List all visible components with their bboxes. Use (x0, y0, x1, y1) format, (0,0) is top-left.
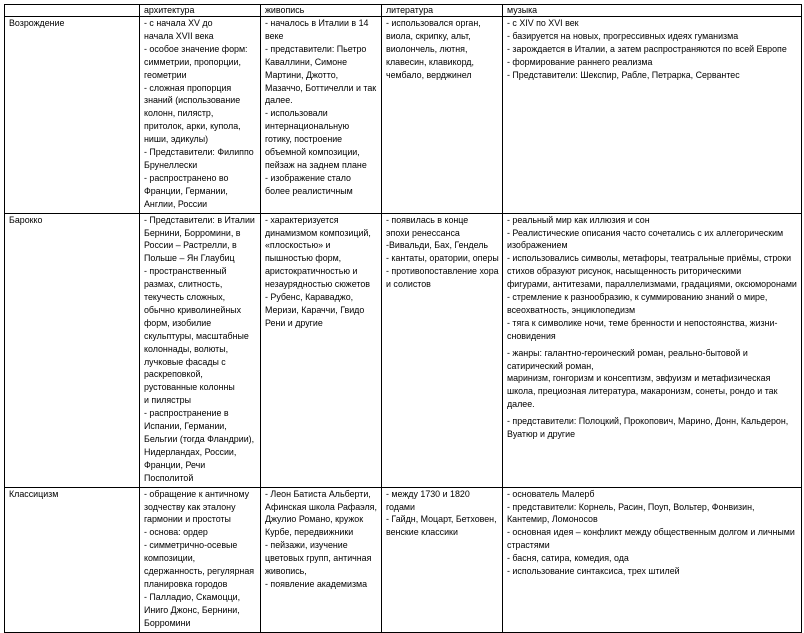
cell-line: - формирование раннего реализма (507, 56, 653, 67)
paragraph (507, 415, 798, 441)
cell-line: - Леон Батиста Альберти, (265, 488, 371, 499)
header-cell-painting: живопись (261, 5, 382, 17)
cell-line: веке (265, 30, 284, 41)
cell-line: стихов образуют рисунок, насыщенность риторическими (507, 266, 742, 277)
cell-line: - с XIV по XVI век (507, 18, 579, 28)
cell-line: далее. (507, 399, 535, 410)
cell-line: годами (386, 501, 415, 512)
cell-line: раскреповкой, (144, 369, 203, 380)
music-cell (503, 487, 802, 632)
cell-line: Афинская школа Рафаэля, (265, 501, 377, 512)
header-cell-music: музыка (503, 5, 802, 17)
cell-line: скульптуры, масштабные (144, 330, 249, 341)
cell-line: всеохватность, энциклопедизм (507, 304, 636, 315)
cell-line: пейзаж на заднем плане (265, 159, 367, 170)
cell-line: сновидения (507, 330, 556, 341)
cell-line: - особое значение форм: (144, 43, 248, 54)
cell-line: Посполитой (144, 472, 194, 483)
cell-line: - представители: Полоцкий, Прокопович, Марино, Донн, Кальдерон, (507, 416, 789, 427)
cell-line: - Палладио, Скамоцци, (144, 591, 241, 602)
cell-line: Бернини, Борромини, в (144, 227, 241, 238)
header-cell-literature: литература (382, 5, 503, 17)
cell-line: Вуатюр и другие (507, 429, 576, 440)
cell-line: - представители: Пьетро (265, 43, 367, 54)
cell-line: - Представители: Шекспир, Рабле, Петрарка, Сервантес (507, 69, 740, 80)
cell-line: начала XVII века (144, 30, 214, 41)
cell-line: - Представители: в Италии (144, 214, 255, 225)
cell-line: - основная идея – конфликт между общественным долгом и личными (507, 527, 795, 538)
cell-line: пышностью форм, (265, 253, 342, 264)
header-cell-era (5, 5, 140, 17)
cell-line: - жанры: галантно-героический роман, реально-бытовой и (507, 347, 748, 358)
cell-line: - симметрично-осевые (144, 540, 238, 551)
cell-line: -Вивальди, Бах, Гендель (386, 240, 489, 251)
cell-line: знаний (использование (144, 95, 241, 106)
cell-line: - Представители: Филиппо (144, 147, 254, 158)
cell-line: венские классики (386, 527, 458, 538)
cell-line: Курбе, передвижники (265, 527, 354, 538)
cell-line: Англии, России (144, 198, 208, 209)
comparison-table (4, 4, 802, 633)
cell-line: Бельгии (тогда Фландрии), (144, 434, 255, 444)
cell-line: Мартини, Джотто, (265, 69, 339, 80)
architecture-cell (140, 213, 261, 487)
header-cell-architecture: архитектура (140, 5, 261, 17)
cell-line: и солистов (386, 279, 431, 290)
cell-line: - распространение в (144, 408, 229, 419)
cell-line: - базируется на новых, прогрессивных идеях гуманизма (507, 30, 739, 41)
literature-cell (382, 17, 503, 214)
cell-line: фигурами, антитезами, параллелизмами, градациями, оксюморонами (507, 279, 797, 290)
cell-line: клавесин, клавикорд, (386, 56, 474, 67)
table-row (5, 213, 802, 487)
cell-line: - появилась в конце (386, 214, 469, 225)
music-cell (503, 213, 802, 487)
cell-line: - обращение к античному (144, 488, 250, 499)
cell-line: - представители: Корнель, Расин, Поуп, Вольтер, Фонвизин, (507, 501, 755, 512)
cell-line: ниши, эдикулы) (144, 134, 209, 145)
cell-line: - появление академизма (265, 578, 368, 589)
cell-line: и пилястры (144, 395, 191, 406)
cell-line: виола, скрипку, альт, (386, 30, 471, 41)
cell-line: притолок, арки, купола, (144, 121, 241, 132)
cell-line: Франции, Германии, (144, 185, 228, 196)
cell-line: живопись, (265, 566, 307, 577)
music-cell (503, 17, 802, 214)
cell-line: Кантемир, Ломоносов (507, 514, 598, 525)
cell-line: зодчеству как эталону (144, 501, 236, 512)
cell-line: Польше – Ян Глаубиц (144, 253, 235, 264)
cell-line: - кантаты, оратории, оперы (386, 253, 499, 264)
cell-line: - противопоставление хора (386, 266, 499, 277)
cell-line: - пейзажи, изучение (265, 540, 348, 551)
cell-line: Меризи, Караччи, Гвидо (265, 304, 365, 315)
cell-line: маринизм, гонгоризм и консептизм, эвфуизм и метафизическая (507, 373, 771, 384)
architecture-cell (140, 487, 261, 632)
cell-line: - реальный мир как иллюзия и сон (507, 214, 650, 225)
painting-cell (261, 487, 382, 632)
cell-line: - изображение стало (265, 172, 351, 183)
cell-line: Брунеллески (144, 159, 198, 170)
cell-line: сатирический роман, (507, 360, 594, 371)
cell-line: «плоскостью» и (265, 240, 331, 251)
cell-line: Каваллини, Симоне (265, 56, 348, 67)
cell-line: изображением (507, 240, 568, 251)
literature-cell (382, 213, 503, 487)
cell-line: цветовых групп, античная (265, 553, 372, 564)
cell-line: - характеризуется (265, 214, 339, 225)
cell-line: симметрии, пропорции, (144, 56, 241, 67)
cell-line: - использовался орган, (386, 18, 481, 28)
era-cell: Возрождение (5, 17, 140, 214)
cell-line: - распространено во (144, 172, 229, 183)
cell-line: обычно криволинейных (144, 304, 242, 315)
table-row (5, 487, 802, 632)
cell-line: размах, слитность, (144, 279, 223, 290)
cell-line: динамизмом композиций, (265, 227, 371, 238)
architecture-cell (140, 17, 261, 214)
table-header-row (5, 5, 802, 17)
cell-line: незаурядностью сюжетов (265, 279, 370, 290)
cell-line: текучесть сложных, (144, 292, 226, 303)
cell-line: Испании, Германии, (144, 421, 227, 432)
cell-line: геометрии (144, 69, 187, 80)
cell-line: - с начала XV до (144, 18, 213, 28)
cell-line: - Реалистические описания часто сочетались с их аллегорическим (507, 227, 784, 238)
cell-line: Джулио Романо, кружок (265, 514, 364, 525)
cell-line: - зарождается в Италии, а затем распространяются по всей Европе (507, 43, 787, 54)
cell-line: Иниго Джонс, Бернини, (144, 604, 240, 615)
cell-line: - использовались символы, метафоры, театральные приёмы, строки (507, 253, 792, 264)
cell-line: - басня, сатира, комедия, ода (507, 553, 629, 564)
cell-line: - использование синтаксиса, трех штилей (507, 566, 680, 577)
cell-line: планировка городов (144, 578, 228, 589)
cell-line: - основатель Малерб (507, 488, 595, 499)
cell-line: колонн, пилястр, (144, 108, 214, 119)
era-cell: Барокко (5, 213, 140, 487)
cell-line: аристократичностью и (265, 266, 358, 277)
cell-line: - сложная пропорция (144, 82, 232, 93)
cell-line: России – Растрелли, в (144, 240, 237, 251)
table-row (5, 17, 802, 214)
cell-line: Франции, Речи (144, 459, 206, 470)
document-page (4, 4, 802, 633)
cell-line: - использовали (265, 108, 328, 119)
cell-line: готику, построение (265, 134, 343, 145)
cell-line: страстями (507, 540, 550, 551)
paragraph (507, 347, 798, 412)
cell-line: - Гайдн, Моцарт, Бетховен, (386, 514, 497, 525)
painting-cell (261, 17, 382, 214)
cell-line: - стремление к разнообразию, к суммированию знаний о мире, (507, 292, 768, 303)
cell-line: - пространственный (144, 266, 227, 277)
painting-cell (261, 213, 382, 487)
cell-line: гармонии и простоты (144, 514, 231, 525)
cell-line: школа, прециозная литература, макаронизм, сонеты, рондо и так (507, 386, 778, 397)
cell-line: - основа: ордер (144, 527, 208, 538)
cell-line: Нидерландах, России, (144, 446, 237, 457)
cell-line: Рени и другие (265, 317, 323, 328)
cell-line: - между 1730 и 1820 (386, 488, 470, 499)
cell-line: объемной композиции, (265, 147, 360, 158)
era-cell: Классицизм (5, 487, 140, 632)
cell-line: далее. (265, 95, 293, 106)
cell-line: - Рубенс, Караваджо, (265, 292, 354, 303)
cell-line: эпохи ренессанса (386, 227, 460, 238)
cell-line: композиции, (144, 553, 196, 564)
cell-line: чембало, верджинел (386, 69, 472, 80)
cell-line: - тяга к символике ночи, теме бренности и непостоянства, жизни- (507, 317, 778, 328)
cell-line: виолончель, лютня, (386, 43, 468, 54)
cell-line: колоннады, волюты, (144, 343, 229, 354)
cell-line: - началось в Италии в 14 (265, 18, 369, 28)
literature-cell (382, 487, 503, 632)
cell-line: Мазаччо, Боттичелли и так (265, 82, 377, 93)
cell-line: Борромини (144, 617, 191, 628)
cell-line: интернациональную (265, 121, 350, 132)
cell-line: форм, изобилие (144, 317, 212, 328)
cell-line: более реалистичным (265, 185, 353, 196)
cell-line: лучковые фасады с (144, 356, 226, 367)
cell-line: рустованные колонны (144, 382, 235, 393)
cell-line: сдержанность, регулярная (144, 566, 255, 577)
